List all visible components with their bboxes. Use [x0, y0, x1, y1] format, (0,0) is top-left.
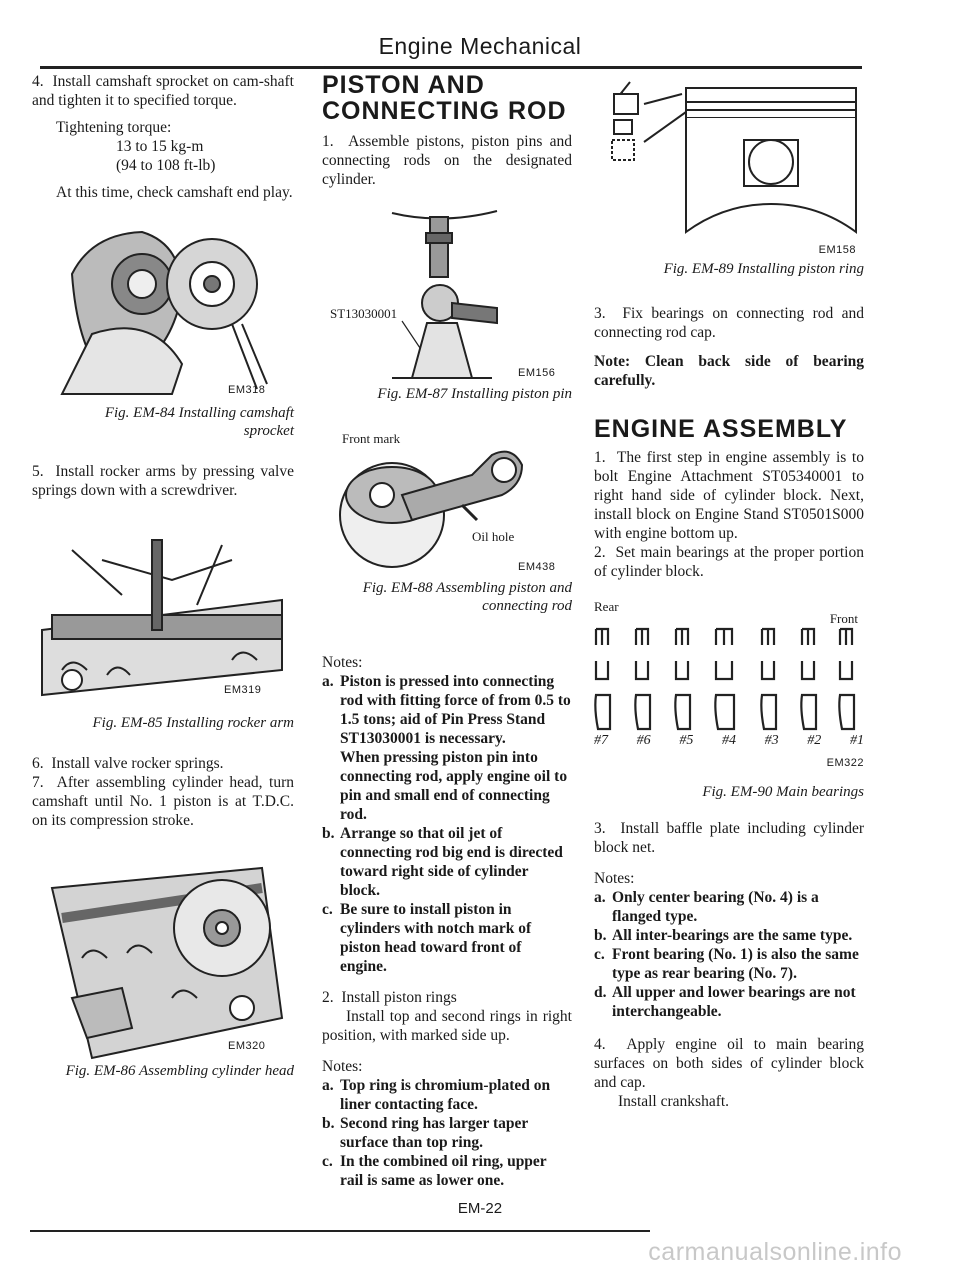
note-letter: a. — [322, 673, 334, 690]
step-5-text: 5. Install rocker arms by pressing valve springs down with a screwdriver. — [32, 463, 294, 499]
note-item — [594, 888, 864, 926]
piston-step-2-body: Install top and second rings in right position, with marked side up. — [322, 1008, 572, 1044]
bearing-number: #1 — [849, 733, 864, 748]
right-column — [594, 72, 864, 1111]
figure-em88-oil-hole: Oil hole — [472, 529, 515, 544]
bearing-step-3: 3. Fix bearings on connecting rod and connecting rod cap. — [594, 305, 864, 341]
note-item — [322, 672, 572, 748]
bearing-number: #5 — [679, 733, 694, 748]
section-heading-engine-assembly: ENGINE ASSEMBLY — [594, 415, 848, 443]
figure-em90-caption: Fig. EM-90 Main bearings — [702, 784, 864, 800]
figure-em88-caption-line2: connecting rod — [482, 598, 572, 614]
cylinder-head-illustration — [32, 848, 294, 1060]
note-text: Arrange so that oil jet of connecting rod big end is directed toward right side of cylinder block. — [340, 825, 563, 899]
figure-em90 — [594, 599, 864, 755]
camshaft-sprocket-illustration — [32, 214, 294, 402]
rocker-arm-illustration — [32, 520, 294, 710]
note-letter: b. — [322, 825, 335, 842]
figure-em89-caption: Fig. EM-89 Installing piston ring — [663, 261, 864, 277]
note-text: Second ring has larger taper surface than top ring. — [340, 1115, 529, 1151]
section-heading-piston-line2: CONNECTING ROD — [322, 97, 567, 125]
bearing-number: #3 — [764, 733, 779, 748]
piston-step-1: 1. Assemble pistons, piston pins and connecting rods on the designated cylinder. — [322, 133, 572, 188]
footer-rule — [30, 1230, 650, 1232]
note-letter: a. — [322, 1077, 334, 1094]
note-item — [322, 900, 572, 976]
figure-code-em319: EM319 — [224, 684, 262, 696]
bearing-number: #2 — [807, 733, 822, 748]
figure-em84-caption-line2: sprocket — [243, 423, 294, 439]
note-letter: b. — [322, 1115, 335, 1132]
bearing-number: #4 — [721, 733, 736, 748]
bearing-number: #7 — [594, 733, 608, 748]
note-letter: c. — [322, 1153, 333, 1170]
pin-press-illustration — [322, 203, 572, 383]
piston-step-2-title: 2. Install piston rings — [322, 989, 457, 1006]
assembly-step-3: 3. Install baffle plate including cylinder block net. — [594, 820, 864, 856]
figure-em84 — [32, 214, 294, 402]
figure-em85-caption: Fig. EM-85 Installing rocker arm — [92, 715, 294, 731]
notes-2-title: Notes: — [322, 1058, 363, 1075]
figure-code-em318: EM318 — [228, 384, 266, 396]
note-text: Front bearing (No. 1) is also the same type as rear bearing (No. 7). — [612, 946, 859, 982]
step-7-text: 7. After assembling cylinder head, turn camshaft until No. 1 piston is at T.D.C. on its compression stroke. — [32, 774, 294, 829]
install-crankshaft-text: Install crankshaft. — [618, 1093, 730, 1110]
step-4-text: 4. Install camshaft sprocket on cam-shaft and tighten it to specified torque. — [32, 73, 294, 109]
piston-rod-illustration — [322, 425, 572, 577]
bearing-note: Note: Clean back side of bearing carefully. — [594, 353, 864, 389]
note-text: All inter-bearings are the same type. — [612, 927, 853, 944]
step-6-text: 6. Install valve rocker springs. — [32, 755, 224, 772]
note-text: When pressing piston pin into connecting rod, apply engine oil to pin and small end of connecting rod. — [340, 749, 568, 823]
assembly-step-2: 2. Set main bearings at the proper portion of cylinder block. — [594, 544, 864, 580]
note-item — [322, 824, 572, 900]
figure-em88-front-mark: Front mark — [342, 431, 401, 446]
note-item — [594, 926, 864, 945]
note-item — [322, 1114, 572, 1152]
note-item — [594, 945, 864, 983]
torque-value-imperial: (94 to 108 ft-lb) — [116, 157, 216, 174]
note-item — [322, 1076, 572, 1114]
left-column — [32, 72, 294, 1080]
note-letter: d. — [594, 984, 607, 1001]
note-item — [594, 983, 864, 1021]
note-item — [322, 1152, 572, 1190]
page-number: EM-22 — [457, 1200, 503, 1217]
note-text: In the combined oil ring, upper rail is same as lower one. — [340, 1153, 547, 1189]
watermark: carmanualsonline.info — [648, 1238, 902, 1266]
figure-em88-caption-line1: Fig. EM-88 Assembling piston and — [362, 580, 572, 596]
figure-em87-caption: Fig. EM-87 Installing piston pin — [377, 386, 572, 402]
assembly-step-4: 4. Apply engine oil to main bearing surfaces on both sides of cylinder block and cap. — [594, 1036, 864, 1091]
note-text: All upper and lower bearings are not interchangeable. — [612, 984, 856, 1020]
note-item — [322, 748, 572, 824]
figure-em86 — [32, 848, 294, 1060]
note-text: Be sure to install piston in cylinders with notch mark of piston head toward front of engine. — [340, 901, 532, 975]
main-bearings-illustration — [594, 599, 864, 755]
note-text: Piston is pressed into connecting rod with fitting force of from 0.5 to 1.5 tons; aid of Pin Press Stand ST13030001 is necessary. — [340, 673, 571, 747]
assembly-notes-title: Notes: — [594, 870, 635, 887]
middle-column — [322, 72, 572, 1190]
figure-code-em158: EM158 — [818, 244, 856, 256]
piston-ring-illustration — [594, 72, 864, 258]
note-text: Top ring is chromium-plated on liner contacting face. — [340, 1077, 551, 1113]
note-letter: a. — [594, 889, 606, 906]
page-header: Engine Mechanical — [378, 33, 582, 59]
figure-code-em322: EM322 — [826, 757, 864, 769]
figure-em88 — [322, 425, 572, 577]
figure-em90-rear-label: Rear — [594, 599, 619, 614]
figure-em89 — [594, 72, 864, 258]
figure-code-em438: EM438 — [518, 561, 556, 573]
check-text: At this time, check camshaft end play. — [56, 184, 293, 201]
notes-title: Notes: — [322, 654, 363, 671]
note-text: Only center bearing (No. 4) is a flanged type. — [612, 889, 819, 925]
torque-label: Tightening torque: — [56, 119, 172, 136]
figure-em86-caption: Fig. EM-86 Assembling cylinder head — [65, 1063, 294, 1079]
torque-value-metric: 13 to 15 kg-m — [116, 138, 204, 155]
section-heading-piston-line1: PISTON AND — [322, 71, 485, 99]
note-letter: c. — [322, 901, 333, 918]
header-rule — [40, 66, 862, 69]
figure-em85 — [32, 520, 294, 710]
note-letter — [322, 748, 340, 824]
figure-code-em320: EM320 — [228, 1040, 266, 1052]
bearing-number: #6 — [636, 733, 651, 748]
figure-code-em156: EM156 — [518, 367, 556, 379]
assembly-step-1: 1. The first step in engine assembly is to bolt Engine Attachment ST05340001 to right hand side of cylinder block. Next, install block on Engine Stand ST0501S000 with engine bottom up. — [594, 449, 864, 542]
figure-em87-tool-label: ST13030001 — [330, 306, 398, 321]
figure-em84-caption-line1: Fig. EM-84 Installing camshaft — [104, 405, 294, 421]
bearing-number-row — [594, 733, 864, 749]
note-letter: c. — [594, 946, 605, 963]
figure-em90-front-label: Front — [829, 611, 858, 626]
figure-em87 — [322, 203, 572, 383]
note-letter: b. — [594, 927, 607, 944]
